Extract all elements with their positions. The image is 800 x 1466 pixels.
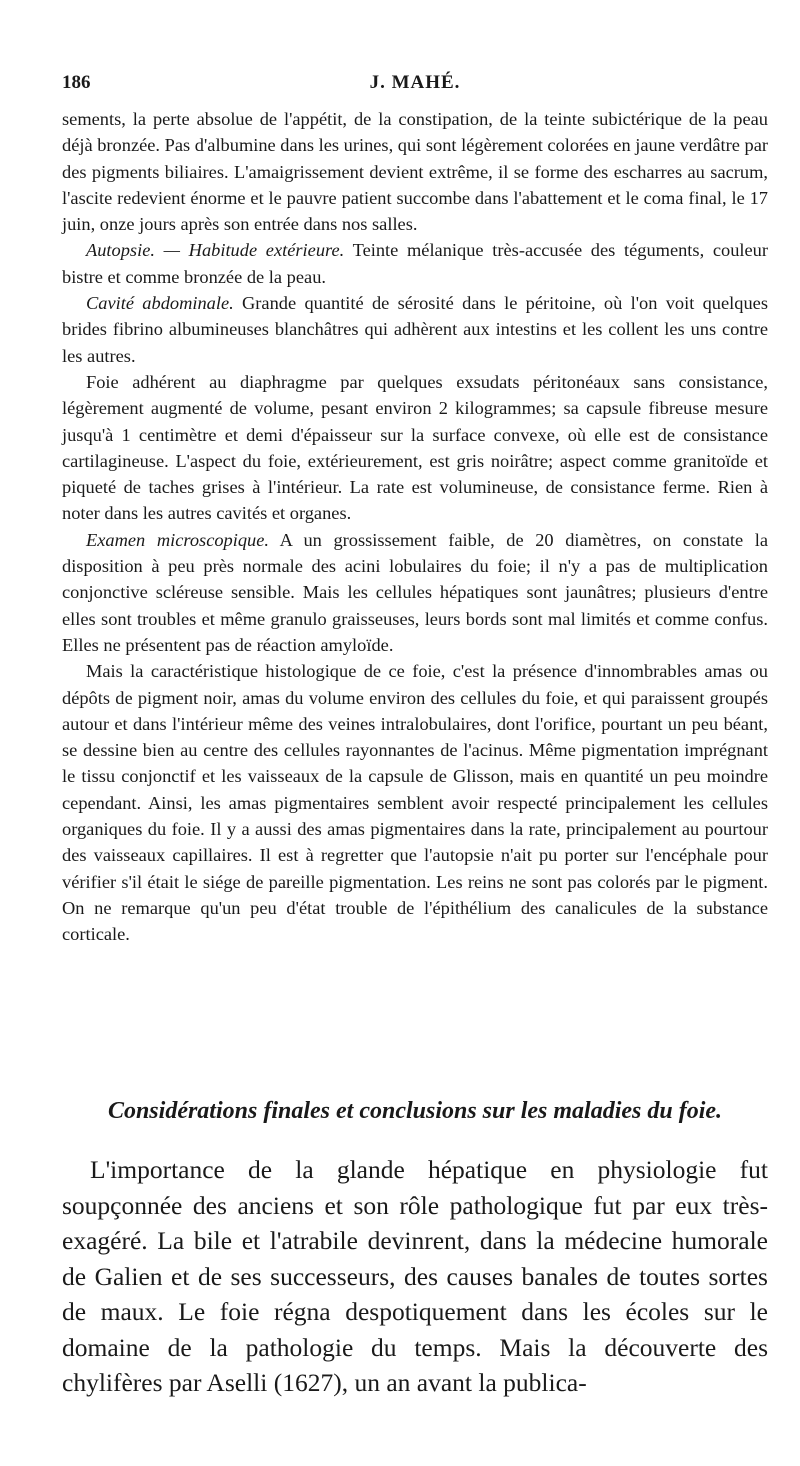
section-heading: Considérations finales et conclusions sur les maladies du foie. bbox=[107, 1098, 723, 1124]
paragraph-microscopic-exam bbox=[62, 527, 768, 658]
paragraph-clinical-course bbox=[62, 106, 768, 237]
paragraph-abdominal-cavity bbox=[62, 290, 768, 369]
paragraph-text: Foie adhérent au diaphragme par quelques exsudats péritonéaux sans consistance, légèrement augmenté de volume, pesant environ 2 kilogrammes; sa capsule fibreuse mesure jusqu'à 1 centimètre et demi d'épaisseur sur la surface convexe, où elle est de consistance cartilagineuse. L'aspect du foie, extérieurement, est gris noirâtre; aspect comme granitoïde et piqueté de taches grises à l'intérieur. La rate est volumineuse, de consistance ferme. Rien à noter dans les autres cavités et organes. bbox=[62, 371, 768, 524]
page-number: 186 bbox=[62, 72, 91, 93]
paragraph-autopsy bbox=[62, 237, 768, 290]
paragraph-lead: Autopsie. — Habitude extérieure. bbox=[86, 240, 345, 261]
paragraph-histology bbox=[62, 658, 768, 947]
paragraph-lead: Cavité abdominale. bbox=[86, 293, 234, 314]
running-header bbox=[62, 72, 768, 100]
paragraph-text: Teinte mélanique très-accusée des téguments, couleur bistre et comme bronzée de la peau. bbox=[62, 240, 768, 287]
running-title: J. MAHÉ. bbox=[369, 72, 461, 93]
paragraph-liver bbox=[62, 369, 768, 527]
paragraph-text: L'importance de la glande hépatique en physiologie fut soupçonnée des anciens et son rôle pathologique fut par eux très-exagéré. La bile et l'atrabile devinrent, dans la médecine humorale de Galien et de ses successeurs, des causes banales de toutes sortes de maux. Le foie régna despotiquement dans les écoles sur le domaine de la pathologie du temps. Mais la découverte des chylifères par Aselli (1627), un an avant la publica- bbox=[62, 1155, 768, 1397]
section-paragraph bbox=[62, 1152, 768, 1401]
paragraph-text: A un grossissement faible, de 20 diamètres, on constate la disposition à peu près normale des acini lobulaires du foie; il n'y a pas de multiplication conjonctive scléreuse sensible. Mais les cellules hépatiques sont jaunâtres; plusieurs d'entre elles sont troubles et même granulo graisseuses, leurs bords sont mal limités et comme confus. Elles ne présentent pas de réaction amyloïde. bbox=[62, 529, 768, 655]
paragraph-text: Mais la caractéristique histologique de ce foie, c'est la présence d'innombrables amas ou dépôts de pigment noir, amas du volume environ des cellules du foie, et qui paraissent groupés autour et dans l'intérieur même des veines intralobulaires, dont l'orifice, pourtant un peu béant, se dessine bien au centre des cellules rayonnantes de l'acinus. Même pigmentation imprégnant le tissu conjonctif et les vaisseaux de la capsule de Glisson, mais en quantité un peu moindre cependant. Ainsi, les amas pigmentaires semblent avoir respecté principalement les cellules organiques du foie. Il y a aussi des amas pigmentaires dans la rate, principalement au pourtour des vaisseaux capillaires. Il est à regretter que l'autopsie n'ait pu porter sur l'encéphale pour vérifier s'il était le siége de pareille pigmentation. Les reins ne sont pas colorés par le pigment. On ne remarque qu'un peu d'état trouble de l'épithélium des canalicules de la substance corticale. bbox=[62, 661, 768, 945]
case-report-body bbox=[62, 106, 768, 948]
paragraph-text: sements, la perte absolue de l'appétit, de la constipation, de la teinte subictérique de la peau déjà bronzée. Pas d'albumine dans les urines, qui sont légèrement colorées en jaune verdâtre par des pigments biliaires. L'amaigrissement devient extrême, il se forme des escharres au sacrum, l'ascite redevient énorme et le pauvre patient succombe dans l'abattement et le coma final, le 17 juin, onze jours après son entrée dans nos salles. bbox=[62, 109, 768, 235]
paragraph-lead: Examen microscopique. bbox=[86, 529, 270, 550]
paragraph-text: Grande quantité de sérosité dans le péritoine, où l'on voit quelques brides fibrino albumineuses blanchâtres qui adhèrent aux intestins et les collent les uns contre les autres. bbox=[62, 293, 768, 366]
